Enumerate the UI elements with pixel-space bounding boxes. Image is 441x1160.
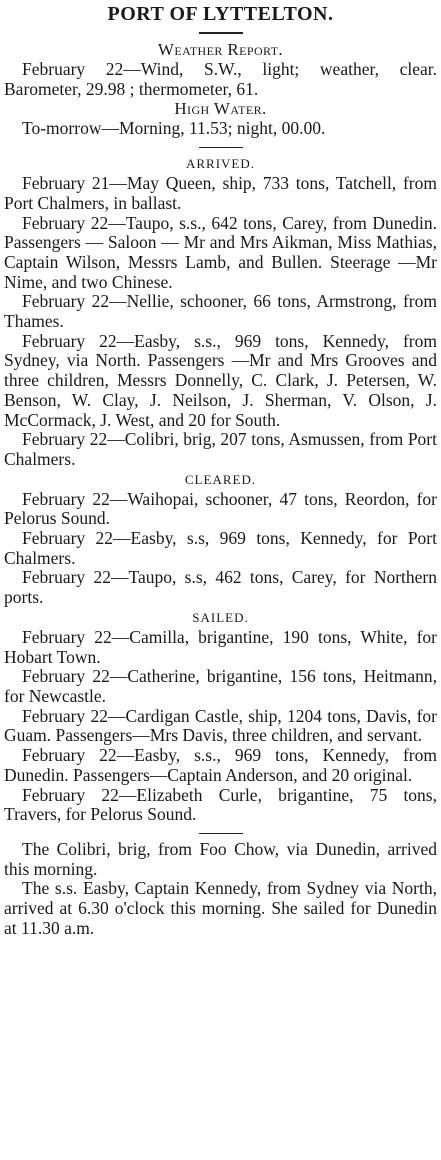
high-water-times: To-morrow—Morning, 11.53; night, 00.00. bbox=[22, 118, 326, 139]
weather-report: February 22—Wind, S.W., light; weather, clear. Barometer, 29.98 ; thermometer, 61. bbox=[4, 59, 437, 99]
sailed-entry: February 22—Easby, s.s., 969 tons, Kennedy, from Dunedin. Passengers—Captain Anderson, and 20 original. bbox=[4, 745, 437, 785]
cleared-entry: February 22—Easby, s.s, 969 tons, Kennedy, for Port Chalmers. bbox=[4, 528, 437, 568]
arrival-entry: February 22—Nellie, schooner, 66 tons, Armstrong, from Thames. bbox=[4, 291, 437, 332]
sailed-entry: February 22—Camilla, brigantine, 190 tons, White, for Hobart Town. bbox=[4, 626, 437, 667]
page-title: PORT OF LYTTELTON. bbox=[107, 3, 334, 25]
sailed-heading: SAILED. bbox=[192, 609, 249, 625]
arrival-entry: February 22—Taupo, s.s., 642 tons, Carey, from Dunedin. Passengers — Saloon — Mr and Mrs Aikman, Miss Mathias, Captain Wilson, Messrs Lamb, and Bullen. Steerage —Mr Nime, and two Chinese. bbox=[4, 212, 437, 292]
title-divider bbox=[199, 32, 243, 34]
notes-divider bbox=[199, 833, 243, 834]
arrived-heading: ARRIVED. bbox=[185, 156, 256, 172]
sailed-entry: February 22—Cardigan Castle, ship, 1204 tons, Davis, for Guam. Passengers—Mrs Davis, three children, and servant. bbox=[4, 705, 437, 746]
high-water-heading: High Water. bbox=[174, 99, 267, 119]
news-note: The Colibri, brig, from Foo Chow, via Dunedin, arrived this morning. bbox=[4, 838, 437, 879]
arrival-entry: February 22—Colibri, brig, 207 tons, Asmussen, from Port Chalmers. bbox=[4, 429, 437, 469]
cleared-entry: February 22—Taupo, s.s, 462 tons, Carey, for Northern ports. bbox=[4, 567, 437, 608]
cleared-heading: CLEARED. bbox=[184, 471, 257, 487]
arrival-entry: February 22—Easby, s.s., 969 tons, Kennedy, from Sydney, via North. Passengers —Mr and Mrs Grooves and three children, Messrs Donnelly, C. Clark, J. Petersen, W. Benson, W. Clay, J. Neilson, J. Sherman, V. Olson, J. McCormack, J. West, and 20 for South. bbox=[4, 330, 437, 430]
sailed-entry: February 22—Catherine, brigantine, 156 tons, Heitmann, for Newcastle. bbox=[4, 666, 437, 706]
cleared-entry: February 22—Waihopai, schooner, 47 tons, Reordon, for Pelorus Sound. bbox=[4, 488, 437, 529]
weather-heading: Weather Report. bbox=[157, 40, 284, 59]
section-divider bbox=[199, 147, 243, 148]
shipping-column bbox=[0, 2, 441, 938]
arrival-entry: February 21—May Queen, ship, 733 tons, Tatchell, from Port Chalmers, in ballast. bbox=[4, 173, 437, 213]
news-note: The s.s. Easby, Captain Kennedy, from Sydney via North, arrived at 6.30 o'clock this morning. She sailed for Dunedin at 11.30 a.m. bbox=[4, 878, 437, 938]
sailed-entry: February 22—Elizabeth Curle, brigantine, 75 tons, Travers, for Pelorus Sound. bbox=[4, 784, 437, 825]
